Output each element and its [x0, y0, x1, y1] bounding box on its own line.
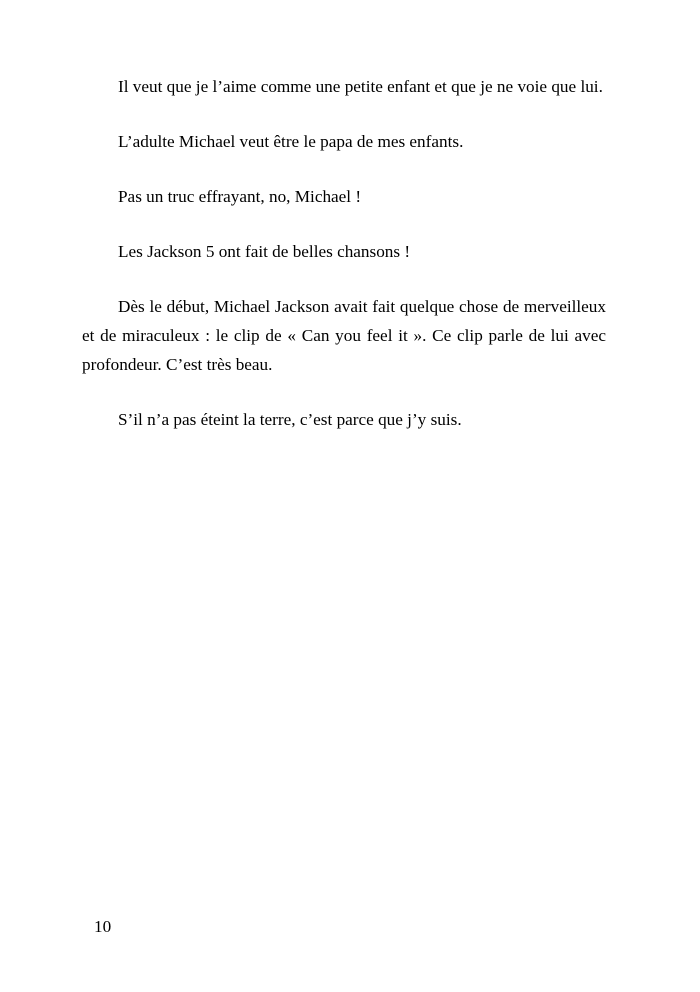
paragraph: S’il n’a pas éteint la terre, c’est parce que j’y suis. — [118, 410, 462, 429]
paragraph: L’adulte Michael veut être le papa de mes enfants. — [118, 132, 464, 151]
paragraph: Il veut que je l’aime comme une petite enfant et que je ne voie que lui. — [118, 77, 603, 96]
paragraph: Les Jackson 5 ont fait de belles chansons ! — [118, 242, 411, 261]
paragraph: Dès le début, Michael Jackson avait fait quelque chose de merveilleux et de miraculeux : le clip de « Can you feel it ». Ce clip parle de lui avec profondeur. C’est très beau. — [82, 297, 606, 374]
paragraph: Pas un truc effrayant, no, Michael ! — [118, 187, 362, 206]
body-text — [82, 72, 606, 460]
page-number: 10 — [94, 917, 112, 936]
